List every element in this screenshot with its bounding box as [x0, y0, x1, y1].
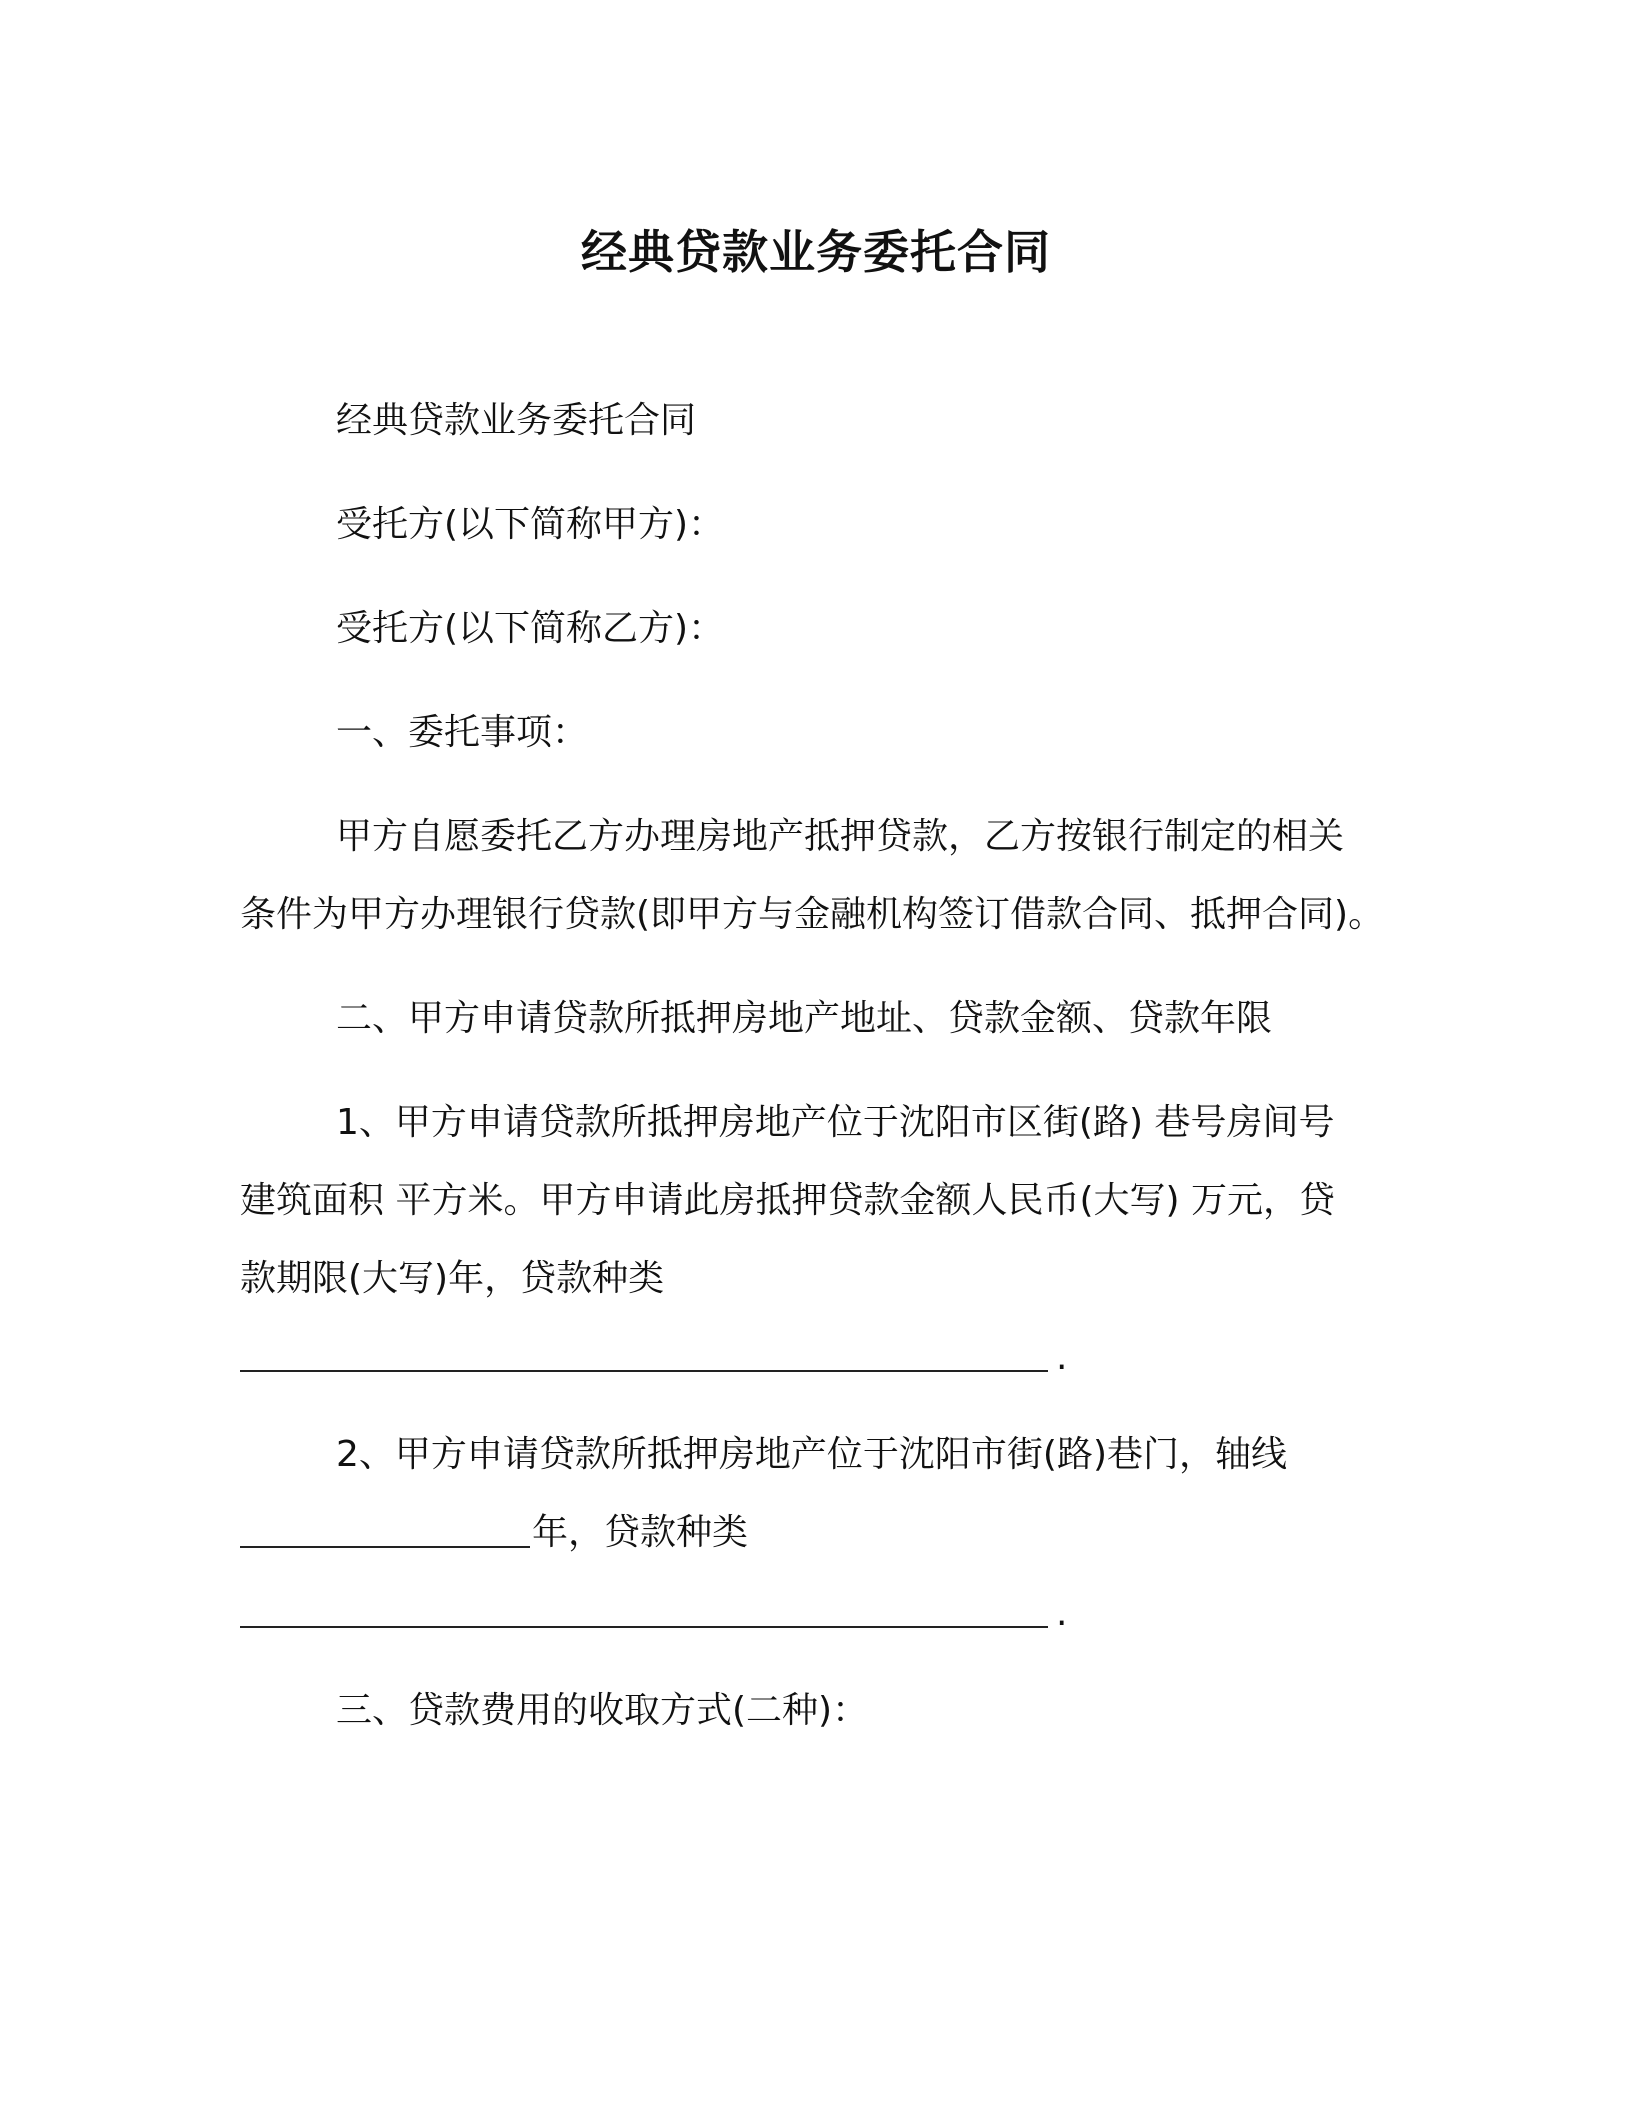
section3-title: 三、贷款费用的收取方式(二种)： [336, 1690, 869, 1731]
party-a-line: 受托方(以下简称甲方)： [336, 504, 725, 545]
item2-end-mark: . [1056, 1593, 1068, 1634]
document-title: 经典贷款业务委托合同 [581, 225, 1051, 279]
item2-blank-line [240, 1626, 1048, 1628]
item2-line1: 2、甲方申请贷款所抵押房地产位于沈阳市街(路)巷门，轴线 [336, 1434, 1287, 1475]
section2-title: 二、甲方申请贷款所抵押房地产地址、贷款金额、贷款年限 [336, 998, 1273, 1039]
item1-line2: 建筑面积 平方米。甲方申请此房抵押贷款金额人民币(大写) 万元，贷 [240, 1180, 1335, 1221]
item1-blank-line [240, 1370, 1048, 1372]
section1-title: 一、委托事项： [336, 712, 589, 753]
item1-end-mark: . [1056, 1337, 1068, 1378]
item2-line2-tail: 年，贷款种类 [532, 1512, 749, 1553]
item1-line1: 1、甲方申请贷款所抵押房地产位于沈阳市区街(路) 巷号房间号 [336, 1102, 1335, 1143]
item2-blank-line-short [240, 1546, 530, 1548]
item1-line3: 款期限(大写)年，贷款种类 [240, 1258, 665, 1299]
party-b-line: 受托方(以下简称乙方)： [336, 608, 725, 649]
heading-repeat: 经典贷款业务委托合同 [336, 400, 697, 441]
section1-body-line1: 甲方自愿委托乙方办理房地产抵押贷款，乙方按银行制定的相关 [336, 816, 1345, 857]
section1-body-line2: 条件为甲方办理银行贷款(即甲方与金融机构签订借款合同、抵押合同)。 [240, 894, 1385, 935]
